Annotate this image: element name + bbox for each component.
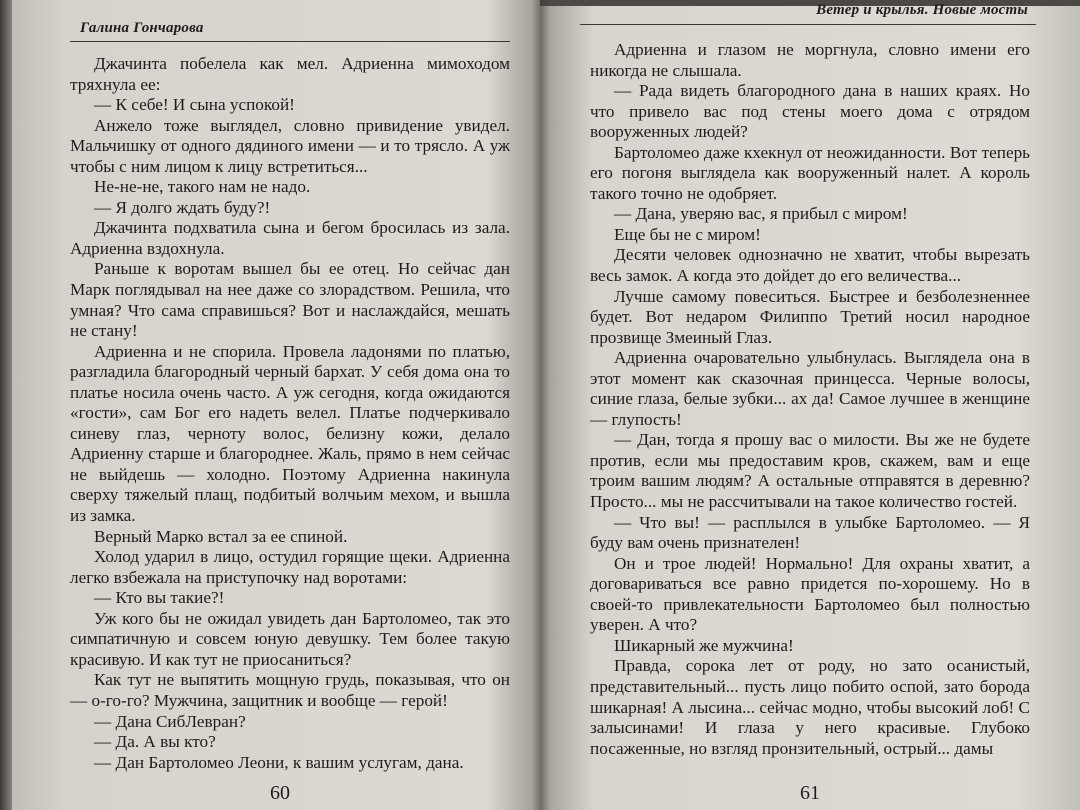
paragraph: — Что вы! — расплылся в улыбке Бартоломео. — Я буду вам очень признателен! (590, 512, 1030, 553)
paragraph: Адриенна и глазом не моргнула, словно имени его никогда не слышала. (590, 40, 1030, 80)
paragraph: — Дан, тогда я прошу вас о милости. Вы же не будете против, если мы предоставим кров, скажем, вам и еще троим вашим людям? А остальные отправятся в деревню? Просто... мы не рассчитывали на такое количество гостей. (590, 430, 1030, 512)
paragraph: — Кто вы такие?! (94, 588, 225, 608)
paragraph: Не-не-не, такого нам не надо. (94, 177, 311, 197)
left-page (70, 0, 510, 810)
paragraph: Анжело тоже выглядел, словно привидение увидел. Мальчишку от одного дядиного имени — и то трясло. А уж чтобы с ним лицом к лицу встретиться... (70, 115, 510, 176)
paragraph: Адриенна очаровательно улыбнулась. Выглядела она в этот момент как сказочная принцесса. Черные волосы, синие глаза, белые зубки... ах да! Самое лучшее в женщине — глупость! (590, 348, 1030, 429)
paragraph: Лучше самому повеситься. Быстрее и безболезненнее будет. Вот недаром Филиппо Третий носил народное прозвище Змеиный Глаз. (590, 286, 1030, 347)
right-page (590, 0, 1030, 810)
paragraph: Адриенна и не спорила. Провела ладонями по платью, разгладила благородный черный бархат. У себя дома она то платье носила очень часто. А уж сегодня, когда ожидаются «гости», сам Бог его надеть велел. Платье подчеркивало синеву глаз, черноту волос, белизну кожи, делало Адриенну старше и благороднее. Жаль, прямо в нем сейчас не выйдешь — холодно. Поэтому Адриенна накинула сверху тяжелый плащ, подбитый волчьим мехом, и вышла из замка. (70, 341, 510, 526)
right-page-number: 61 (800, 782, 820, 804)
paragraph: — Да. А вы кто? (94, 732, 216, 752)
paragraph: Верный Марко встал за ее спиной. (94, 526, 348, 546)
right-page-text (590, 40, 1030, 759)
paragraph: Джачинта побелела как мел. Адриенна мимоходом тряхнула ее: (70, 54, 510, 94)
paragraph: — Дана СибЛевран? (94, 711, 246, 731)
left-header-rule (70, 41, 510, 42)
paragraph: Правда, сорока лет от роду, но зато осанистый, представительный... пусть лицо побито оспой, зато борода шикарная! А лысина... сейчас модно, чтобы высокий лоб! С залысинами! И глаза у него красивые. Глубоко посаженные, но взгляд пронзительный, острый... дамы (590, 656, 1030, 758)
paragraph: — К себе! И сына успокой! (94, 95, 295, 115)
paragraph: — Я долго ждать буду?! (94, 197, 271, 217)
paragraph: Шикарный же мужчина! (614, 635, 794, 655)
book-gutter (532, 0, 550, 810)
paragraph: Еще бы не с миром! (614, 224, 761, 244)
left-page-text (70, 54, 510, 773)
left-page-number: 60 (270, 782, 290, 804)
paragraph: — Рада видеть благородного дана в наших краях. Но что привело вас под стены моего дома с отрядом вооруженных людей? (590, 81, 1030, 142)
paragraph: Как тут не выпятить мощную грудь, показывая, что он — о-го-го? Мужчина, защитник и вообще — герой! (70, 670, 510, 710)
paragraph: Бартоломео даже кхекнул от неожиданности. Вот теперь его погоня выглядела как вооруженный налет. А король такого точно не одобряет. (590, 142, 1030, 203)
paragraph: Раньше к воротам вышел бы ее отец. Но сейчас дан Марк поглядывал на нее даже со злорадством. Решила, что умная? Что сама справишься? Вот и наслаждайся, мешать не стану! (70, 259, 510, 341)
left-running-head: Галина Гончарова (80, 20, 204, 36)
paragraph: Десяти человек однозначно не хватит, чтобы вырезать весь замок. А когда это дойдет до его величества... (590, 245, 1030, 286)
book-edge-shadow (0, 0, 12, 810)
paragraph: — Дана, уверяю вас, я прибыл с миром! (614, 204, 908, 224)
right-running-head: Ветер и крылья. Новые мосты (816, 2, 1028, 18)
paragraph: Уж кого бы не ожидал увидеть дан Бартоломео, так это симпатичную и совсем юную девушку. Тем более такую красивую. И как тут не приосаниться? (70, 608, 510, 669)
paragraph: Холод ударил в лицо, остудил горящие щеки. Адриенна легко взбежала на приступочку над воротами: (70, 547, 510, 587)
paragraph: Он и трое людей! Нормально! Для охраны хватит, а договариваться все равно придется по-хорошему. Но в своей-то привлекательности Бартоломео был полностью уверен. А что? (590, 553, 1030, 635)
paragraph: — Дан Бартоломео Леони, к вашим услугам, дана. (94, 752, 464, 772)
right-header-rule (580, 24, 1036, 25)
paragraph: Джачинта подхватила сына и бегом бросилась из зала. Адриенна вздохнула. (70, 218, 510, 258)
